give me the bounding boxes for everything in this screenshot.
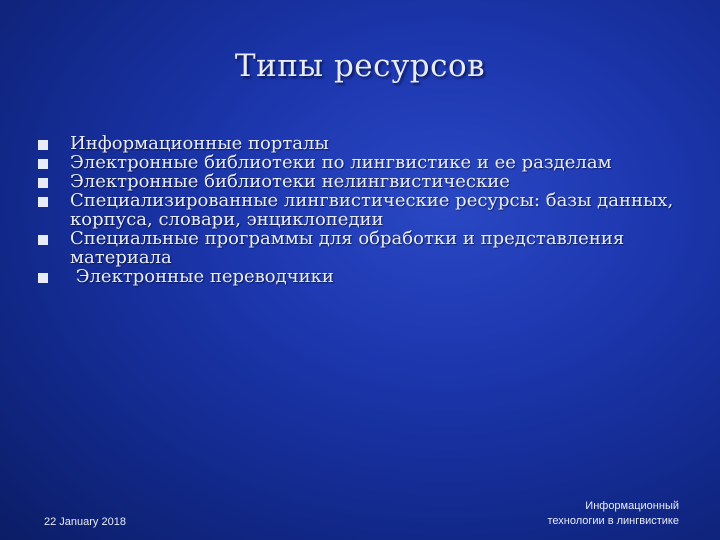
bullet-list — [38, 134, 688, 286]
square-bullet-icon — [38, 235, 48, 245]
square-bullet-icon — [38, 159, 48, 169]
square-bullet-icon — [38, 178, 48, 188]
list-item — [38, 267, 688, 286]
list-item — [38, 172, 688, 191]
list-item — [38, 153, 688, 172]
list-item-text: Специализированные лингвистические ресурсы: базы данных, корпуса, словари, энциклопедии — [70, 190, 674, 230]
list-item-text: Электронные переводчики — [70, 266, 334, 287]
footer-caption-line-2: технологии в лингвистике — [547, 515, 679, 527]
footer-caption-line-1: Информационный — [585, 500, 679, 512]
list-item-text: Электронные библиотеки по лингвистике и ее разделам — [70, 152, 612, 173]
list-item-text: Специальные программы для обработки и представления материала — [70, 228, 625, 268]
footer-caption — [479, 499, 679, 529]
list-item — [38, 134, 688, 153]
list-item — [38, 191, 688, 229]
square-bullet-icon — [38, 197, 48, 207]
slide-title: Типы ресурсов — [234, 48, 486, 84]
list-item-text: Электронные библиотеки нелингвистические — [70, 171, 510, 192]
list-item-text: Информационные порталы — [70, 133, 329, 154]
square-bullet-icon — [38, 140, 48, 150]
square-bullet-icon — [38, 273, 48, 283]
list-item — [38, 229, 688, 267]
footer-date: 22 January 2018 — [44, 516, 126, 528]
